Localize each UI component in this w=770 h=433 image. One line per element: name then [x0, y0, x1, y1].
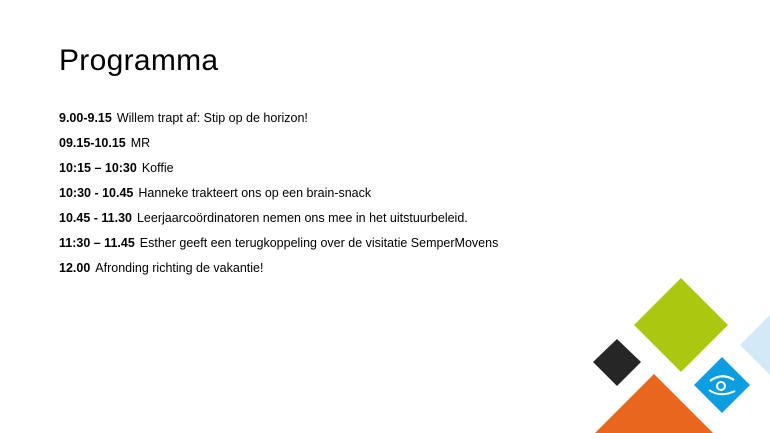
- agenda-text: Willem trapt af: Stip op de horizon!: [116, 111, 308, 125]
- agenda-text: MR: [130, 136, 151, 150]
- agenda-text: Leerjaarcoördinatoren nemen ons mee in het uitstuurbeleid.: [136, 211, 468, 225]
- agenda-text: Esther geeft een terugkoppeling over de visitatie SemperMovens: [139, 236, 499, 250]
- agenda-time: 10.45 - 11.30: [59, 211, 132, 225]
- agenda-text: Afronding richting de vakantie!: [95, 261, 264, 275]
- dark-diamond-shape: [593, 339, 641, 386]
- agenda-time: 10:30 - 10.45: [59, 186, 134, 200]
- agenda-time: 9.00-9.15: [59, 111, 112, 125]
- green-diamond-shape: [634, 278, 728, 372]
- agenda-text: Koffie: [141, 161, 174, 175]
- agenda-time: 10:15 – 10:30: [59, 161, 137, 175]
- orange-triangle-shape: [594, 374, 714, 433]
- eye-logo-icon: [694, 357, 750, 413]
- slide-title: Programma: [59, 44, 219, 77]
- agenda-time: 09.15-10.15: [59, 136, 126, 150]
- light-blue-diamond-shape: [740, 310, 770, 380]
- agenda-text: Hanneke trakteert ons op een brain-snack: [138, 186, 372, 200]
- agenda-time: 12.00: [59, 261, 91, 275]
- agenda-time: 11:30 – 11.45: [59, 236, 135, 250]
